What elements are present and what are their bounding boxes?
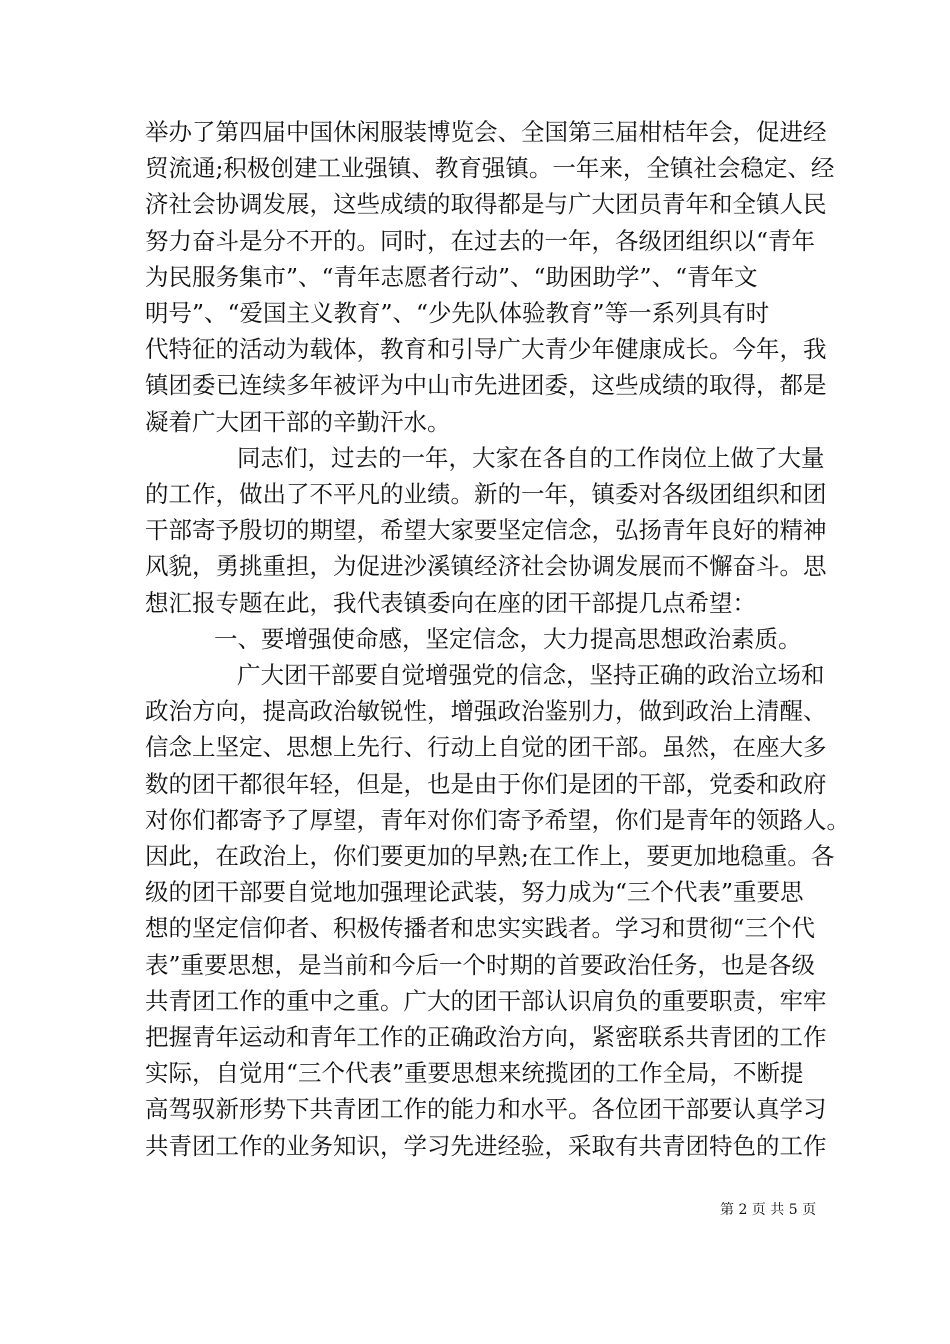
text-line: 高驾驭新形势下共青团工作的能力和水平。各位团干部要认真学习 <box>145 1095 827 1124</box>
text-line: 济社会协调发展，这些成绩的取得都是与广大团员青年和全镇人民 <box>145 190 827 219</box>
text-line: 风貌，勇挑重担，为促进沙溪镇经济社会协调发展而不懈奋斗。思 <box>145 552 827 581</box>
text-line: 因此，在政治上，你们要更加的早熟;在工作上，要更加地稳重。各 <box>145 842 835 870</box>
text-line: 为民服务集市”、“青年志愿者行动”、“助困助学”、“青年文 <box>145 262 758 291</box>
text-line: 信念上坚定、思想上先行、行动上自觉的团干部。虽然，在座大多 <box>145 733 827 762</box>
text-line: 凝着广大团干部的辛勤汗水。 <box>145 407 451 436</box>
text-line: 共青团工作的业务知识，学习先进经验，采取有共青团特色的工作 <box>145 1131 827 1160</box>
text-line: 表”重要思想，是当前和今后一个时期的首要政治任务，也是各级 <box>145 950 816 979</box>
page-number: 第 2 页 共 5 页 <box>720 1202 817 1218</box>
text-line: 明号”、“爱国主义教育”、“少先队体验教育”等一系列具有时 <box>145 299 770 327</box>
text-line: 想汇报专题在此，我代表镇委向在座的团干部提几点希望： <box>145 588 756 617</box>
text-line: 把握青年运动和青年工作的正确政治方向，紧密联系共青团的工作 <box>145 1023 827 1051</box>
text-line: 贸流通;积极创建工业强镇、教育强镇。一年来，全镇社会稳定、经 <box>145 154 835 183</box>
text-line: 实际，自觉用“三个代表”重要思想来统揽团的工作全局，不断提 <box>145 1059 804 1088</box>
text-line: 广大团干部要自觉增强党的信念，坚持正确的政治立场和 <box>237 661 825 689</box>
text-line: 对你们都寄予了厚望，青年对你们寄予希望，你们是青年的领路人。 <box>145 805 850 834</box>
text-line: 代特征的活动为载体，教育和引导广大青少年健康成长。今年，我 <box>145 335 827 364</box>
text-line: 共青团工作的重中之重。广大的团干部认识肩负的重要职责，牢牢 <box>145 986 827 1015</box>
text-line: 举办了第四届中国休闲服装博览会、全国第三届柑桔年会，促进经 <box>145 118 827 146</box>
text-line: 努力奋斗是分不开的。同时，在过去的一年，各级团组织以“青年 <box>145 226 816 255</box>
section-heading: 一、要增强使命感，坚定信念，大力提高思想政治素质。 <box>214 624 802 653</box>
text-line: 政治方向，提高政治敏锐性，增强政治鉴别力，做到政治上清醒、 <box>145 697 827 726</box>
text-line: 数的团干都很年轻，但是，也是由于你们是团的干部，党委和政府 <box>145 769 827 798</box>
text-line: 干部寄予殷切的期望，希望大家要坚定信念，弘扬青年良好的精神 <box>145 516 827 545</box>
text-line: 想的坚定信仰者、积极传播者和忠实实践者。学习和贯彻“三个代 <box>145 914 816 943</box>
text-line: 级的团干部要自觉地加强理论武装，努力成为“三个代表”重要思 <box>145 878 804 907</box>
text-line: 镇团委已连续多年被评为中山市先进团委，这些成绩的取得，都是 <box>145 371 827 400</box>
text-line: 的工作，做出了不平凡的业绩。新的一年，镇委对各级团组织和团 <box>145 480 827 508</box>
text-line: 同志们，过去的一年，大家在各自的工作岗位上做了大量 <box>237 443 825 472</box>
